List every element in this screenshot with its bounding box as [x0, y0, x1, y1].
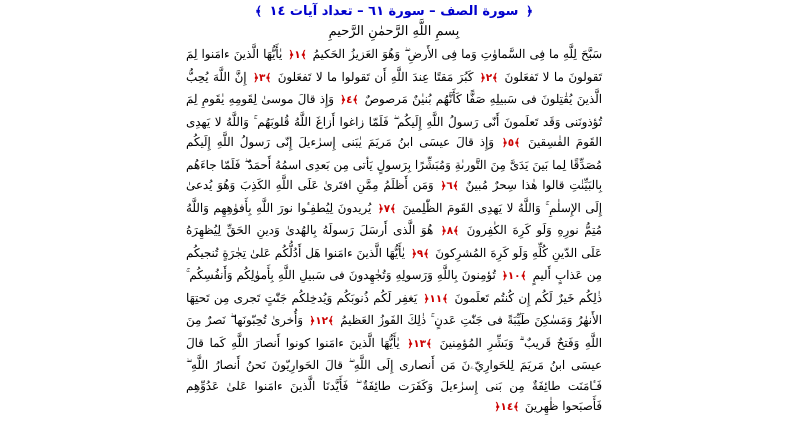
verse-bracket-open: ﴾: [514, 138, 521, 149]
verse-text: وَإِذ قالَ موسىٰ لِقَومِهِ يٰقَومِ لِمَ تُؤذونَنى وَقَد تَعلَمونَ أَنّى رَسولُ اللَّهِ إِلَيكُم ۖ فَلَمّا زاغوا أَزاغَ اللَّهُ قُلوبَهُم ۚ وَاللَّهُ لا يَهدِى القَومَ الفٰسِقينَ: [186, 92, 603, 149]
verse-bracket-close: ﴿: [309, 316, 316, 327]
verse-bracket-open: ﴾: [328, 316, 334, 327]
verse-bracket-close: ﴿: [411, 248, 417, 260]
verse-bracket-open: ﴾: [426, 338, 432, 350]
verse-bracket-close: ﴿: [501, 138, 508, 149]
verse-text: يَغفِر لَكُم ذُنوبَكُم وَيُدخِلكُم جَنّٰتٍ تَجرى مِن تَحتِهَا الأَنهٰرُ وَمَسٰكِنَ طَيِّبَةً فى جَنّٰتِ عَدنٍ ۚ ذٰلِكَ الفَوزُ العَظيمُ: [186, 290, 602, 327]
verse-number-marker: [253, 72, 271, 84]
verse-number-marker: [411, 248, 429, 260]
verse-text: يُريدونَ لِيُطفِـٔوا نورَ اللَّهِ بِأَفوٰهِهِم وَاللَّهُ مُتِمُّ نورِهِ وَلَو كَرِهَ الكٰفِرونَ: [186, 200, 602, 237]
verse-bracket-open: ﴾: [390, 203, 397, 215]
verse-number-marker: [340, 94, 358, 106]
verse-number: ٧: [383, 202, 391, 215]
verse-bracket-open: ﴾: [352, 95, 359, 106]
verse-text: وَإِذ قالَ عيسَى ابنُ مَريَمَ يٰبَنى إِسرٰءيلَ إِنّى رَسولُ اللَّهِ إِلَيكُم مُصَدِّقًا لِما بَينَ يَدَىَّ مِنَ التَّورىٰةِ وَمُبَشِّرًا بِرَسولٍ يَأتى مِن بَعدِى اسمُهُ أَحمَدُ ۖ فَلَمّا جاءَهُم بِالبَيِّنٰتِ قالوا هٰذا سِحرٌ مُبينٌ: [186, 135, 603, 192]
verse-text: كَبُرَ مَقتًا عِندَ اللَّهِ أَن تَقولوا ما لا تَفعَلونَ: [277, 69, 474, 84]
verse-number: ٨: [446, 225, 454, 237]
verse-number: ٩: [416, 247, 424, 260]
verse-bracket-close: ﴿: [440, 226, 447, 237]
verse-text: وَأُخرىٰ تُحِبّونَها ۖ نَصرٌ مِنَ اللَّهِ وَفَتحٌ قَريبٌ ۗ وَبَشِّرِ المُؤمِنينَ: [186, 313, 603, 350]
verse-number: ١٠: [507, 270, 521, 282]
verses-block: [186, 44, 602, 419]
verse-bracket-open: ﴾: [442, 293, 449, 305]
verse-text: سَبَّحَ لِلَّهِ ما فِى السَّماوٰتِ وَما فِى الأَرضِ ۖ وَهُوَ العَزيزُ الحَكيمُ: [312, 47, 603, 61]
verse-number: ١١: [429, 292, 443, 305]
header-ornament-open: ﴿: [525, 4, 534, 18]
verse-bracket-open: ﴾: [452, 181, 459, 192]
verse-bracket-close: ﴿: [340, 95, 347, 106]
verse-number-marker: [502, 270, 527, 282]
verse-number: ١٢: [315, 315, 329, 327]
verse-bracket-close: ﴿: [407, 338, 414, 350]
verse-number-marker: [502, 137, 520, 149]
verse-bracket-open: ﴾: [453, 226, 459, 237]
basmala: بِسمِ اللَّهِ الرَّحمٰنِ الرَّحيمِ: [328, 24, 460, 39]
verse-number-marker: [288, 49, 306, 61]
verse-bracket-close: ﴿: [479, 72, 486, 84]
verse-number-marker: [440, 180, 458, 192]
verse-number-marker: [309, 315, 334, 327]
verse-number: ١٣: [413, 337, 427, 350]
verse-number-marker: [441, 225, 459, 237]
verse-bracket-open: ﴾: [423, 248, 430, 260]
verse-bracket-close: ﴿: [253, 72, 259, 84]
verse-text: تُؤمِنونَ بِاللَّهِ وَرَسولِهِ وَتُجٰهِدونَ فى سَبيلِ اللَّهِ بِأَموٰلِكُم وَأَنفُسِكُم ۚ ذٰلِكُم خَيرٌ لَكُم إِن كُنتُم تَعلَمونَ: [186, 268, 602, 305]
verse-text: يٰأَيُّهَا الَّذينَ ءامَنوا لِمَ تَقولونَ ما لا تَفعَلونَ: [186, 47, 603, 84]
verse-bracket-close: ﴿: [494, 402, 501, 413]
verse-bracket-open: ﴾: [492, 72, 499, 84]
verse-bracket-close: ﴿: [501, 271, 508, 282]
verse-1: [282, 47, 602, 61]
verse-text: وَمَن أَظلَمُ مِمَّنِ افتَرىٰ عَلَى اللَّهِ الكَذِبَ وَهُوَ يُدعىٰ إِلَى الإِسلٰمِ ۚ وَاللَّهُ لا يَهدِى القَومَ الظّٰلِمينَ: [186, 178, 603, 215]
header-ornament-close: ﴾: [254, 4, 262, 18]
verse-text: يٰأَيُّهَا الَّذينَ ءامَنوا كونوا أَنصارَ اللَّهِ كَما قالَ عيسَى ابنُ مَريَمَ لِلحَوارِيّۦنَ مَن أَنصارى إِلَى اللَّهِ ۖ قالَ الحَوارِيّونَ نَحنُ أَنصارُ اللَّهِ ۖ فَـٔامَنَت طائِفَةٌ مِن بَنى إِسرٰءيلَ وَكَفَرَت طائِفَةٌ ۖ فَأَيَّدنَا الَّذينَ ءامَنوا عَلىٰ عَدُوِّهِم فَأَصبَحوا ظٰهِرينَ: [186, 335, 602, 413]
verse-3: [247, 70, 474, 84]
verse-number: ٢: [485, 71, 493, 84]
verse-number: ٥: [507, 137, 515, 149]
verse-text: يٰأَيُّهَا الَّذينَ ءامَنوا هَل أَدُلُّكُم عَلىٰ تِجٰرَةٍ تُنجيكُم مِن عَذابٍ أَليمٍ: [186, 245, 603, 282]
verse-bracket-open: ﴾: [300, 50, 307, 61]
verse-number: ٦: [446, 180, 453, 192]
verse-bracket-open: ﴾: [265, 72, 272, 84]
verse-text: هُوَ الَّذى أَرسَلَ رَسولَهُ بِالهُدىٰ وَدينِ الحَقِّ لِيُظهِرَهُ عَلَى الدّينِ كُلِّهِ وَلَو كَرِهَ المُشرِكونَ: [186, 223, 602, 260]
verse-number: ٤: [346, 94, 353, 106]
verse-number: ١: [294, 49, 301, 61]
verse-number: ١٤: [500, 401, 514, 413]
verse-bracket-close: ﴿: [423, 293, 430, 305]
verse-bracket-open: ﴾: [520, 271, 527, 282]
verse-bracket-open: ﴾: [513, 402, 520, 413]
verse-number-marker: [424, 293, 449, 305]
verse-bracket-close: ﴿: [377, 203, 384, 215]
verse-number: ٣: [258, 71, 266, 84]
verse-number-marker: [378, 203, 396, 215]
verse-bracket-close: ﴿: [288, 50, 295, 61]
verse-number-marker: [480, 72, 498, 84]
verse-text: إِنَّ اللَّهَ يُحِبُّ الَّذينَ يُقٰتِلونَ فى سَبيلِهِ صَفًّا كَأَنَّهُم بُنيٰنٌ مَرصوصٌ: [186, 69, 603, 106]
verse-number-marker: [407, 338, 432, 350]
verse-number-marker: [495, 401, 520, 413]
surah-title: سورة الصف – سورة ٦١ – تعداد آيات ١٤: [269, 4, 519, 19]
surah-header: [0, 2, 788, 21]
verse-bracket-close: ﴿: [440, 181, 447, 192]
